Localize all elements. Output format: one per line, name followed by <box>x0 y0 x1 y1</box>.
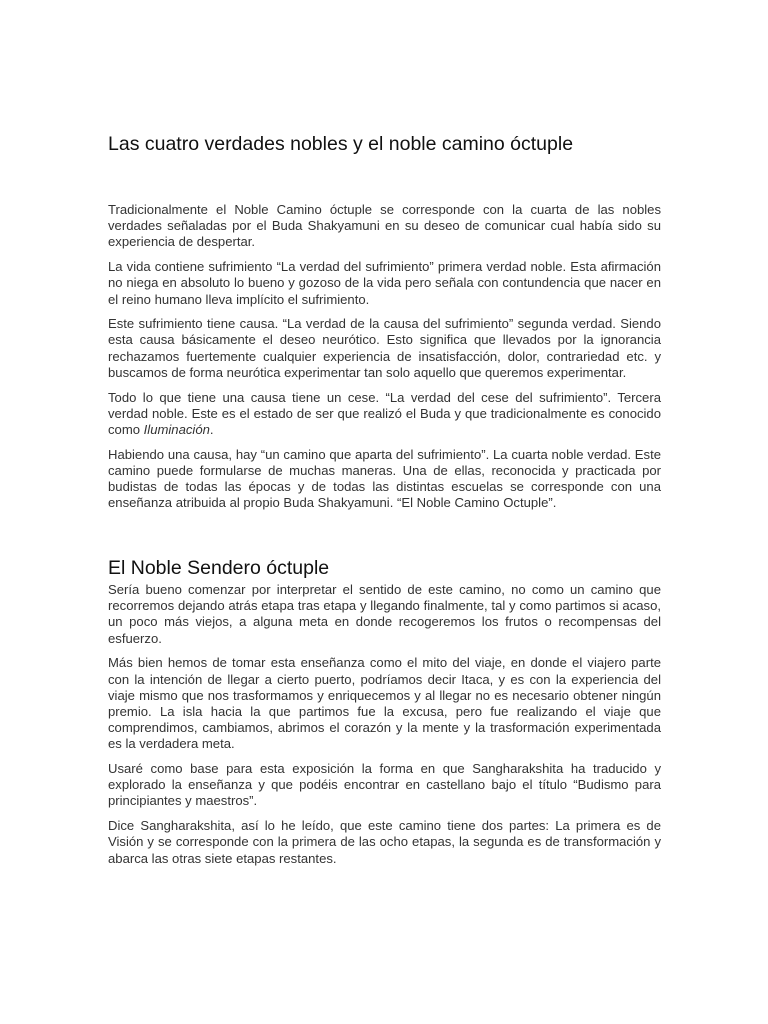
paragraph-end: . <box>209 421 214 437</box>
paragraph: Habiendo una causa, hay “un camino que aparta del sufrimiento”. La cuarta noble verdad. Este camino puede formularse de muchas maneras. Una de ellas, reconocida y practicada por budistas de todas las épocas y de todas las distintas escuelas se corresponde con una enseñanza atribuida al propio Buda Shakyamuni. “El Noble Camino Octuple”. <box>108 446 661 511</box>
intro-section <box>108 202 661 520</box>
section-heading: El Noble Sendero óctuple <box>108 557 330 579</box>
page-title: Las cuatro verdades nobles y el noble camino óctuple <box>108 133 574 155</box>
paragraph-text: Todo lo que tiene una causa tiene un cese. “La verdad del cese del sufrimiento”. Tercera verdad noble. Este es el estado de ser que realizó el Buda y que tradicionalmente es conocido como <box>108 389 661 437</box>
paragraph: Más bien hemos de tomar esta enseñanza como el mito del viaje, en donde el viajero parte con la intención de llegar a cierto puerto, podríamos decir Itaca, y es con la experiencia del viaje mismo que nos trasformamos y enriquecemos y al llegar no es necesario obtener ningún premio. La isla hacia la que partimos fue la excusa, pero fue realizando el viaje que comprendimos, cambiamos, abrimos el corazón y la mente y la trasformación experimentada es la verdadera meta. <box>108 655 661 752</box>
paragraph: Este sufrimiento tiene causa. “La verdad de la causa del sufrimiento” segunda verdad. Siendo esta causa básicamente el deseo neurótico. Esto significa que llevados por la ignorancia rechazamos fuertemente cualquier experiencia de insatisfacción, dolor, contrariedad etc. y buscamos de forma neurótica experimentar tan solo aquello que queremos experimentar. <box>108 316 661 380</box>
paragraph: Usaré como base para esta exposición la forma en que Sangharakshita ha traducido y explorado la enseñanza y que podéis encontrar en castellano bajo el título “Budismo para principiantes y maestros”. <box>108 761 661 809</box>
emphasis-text: Iluminación <box>143 421 210 437</box>
paragraph <box>108 390 661 439</box>
paragraph: Tradicionalmente el Noble Camino óctuple se corresponde con la cuarta de las nobles verdades señaladas por el Buda Shakyamuni en su deseo de comunicar cual había sido su experiencia de despertar. <box>108 202 661 250</box>
paragraph: Dice Sangharakshita, así lo he leído, que este camino tiene dos partes: La primera es de Visión y se corresponde con la primera de las ocho etapas, la segunda es de transformación y abarca las otras siete etapas restantes. <box>108 818 661 866</box>
paragraph: Sería bueno comenzar por interpretar el sentido de este camino, no como un camino que recorremos dejando atrás etapa tras etapa y llegando finalmente, tal y como partimos si acaso, un poco más viejos, a alguna meta en donde recogeremos los frutos o recompensas del esfuerzo. <box>108 582 661 646</box>
noble-path-section <box>108 555 661 875</box>
paragraph: La vida contiene sufrimiento “La verdad del sufrimiento” primera verdad noble. Esta afirmación no niega en absoluto lo bueno y gozoso de la vida pero señala con contundencia que nacer en el reino humano lleva implícito el sufrimiento. <box>108 259 661 307</box>
